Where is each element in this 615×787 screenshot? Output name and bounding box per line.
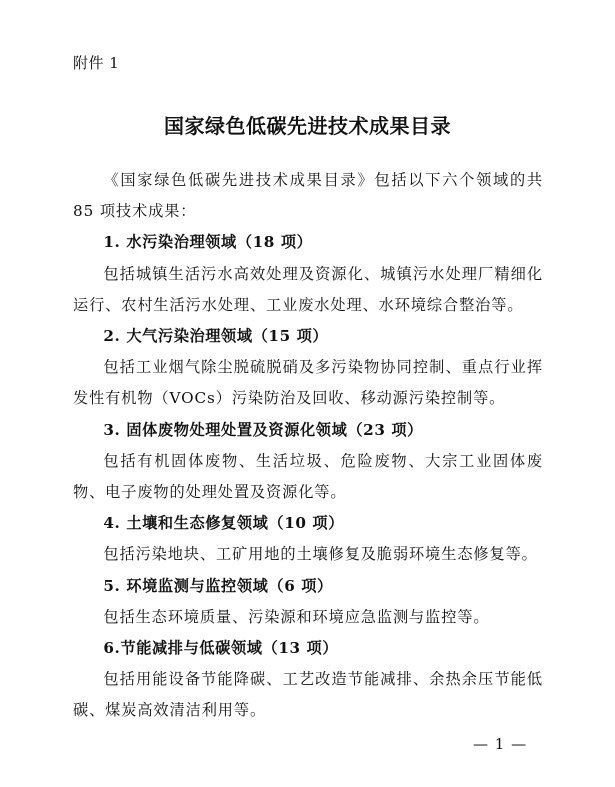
document-title: 国家绿色低碳先进技术成果目录 — [164, 114, 451, 138]
section-heading-solid-waste: 3. 固体废物处理处置及资源化领域（23 项） — [103, 420, 423, 439]
attachment-label: 附件 1 — [73, 54, 120, 72]
section-text-air: 包括工业烟气除尘脱硫脱硝及多污染物协同控制、重点行业挥发性有机物（VOCs）污染防治及回收、移动源污染控制等。 — [73, 358, 543, 408]
section-text-solid-waste: 包括有机固体废物、生活垃圾、危险废物、大宗工业固体废物、电子废物的处理处置及资源化等。 — [73, 451, 543, 502]
section-text-monitoring: 包括生态环境质量、污染源和环境应急监测与监控等。 — [103, 607, 490, 626]
section-heading-monitoring: 5. 环境监测与监控领域（6 项） — [103, 576, 333, 595]
section-text-energy: 包括用能设备节能降碳、工艺改造节能减排、余热余压节能低碳、煤炭高效清洁利用等。 — [73, 670, 543, 720]
document-body — [73, 165, 543, 727]
section-heading-water: 1. 水污染治理领域（18 项） — [103, 233, 313, 252]
section-heading-air: 2. 大气污染治理领域（15 项） — [103, 327, 329, 346]
section-text-soil: 包括污染地块、工矿用地的土壤修复及脆弱环境生态修复等。 — [103, 545, 538, 564]
page-number: — 1 — — [473, 735, 528, 753]
section-text-water: 包括城镇生活污水高效处理及资源化、城镇污水处理厂精细化运行、农村生活污水处理、工业废水处理、水环境综合整治等。 — [73, 264, 543, 314]
section-heading-energy: 6.节能减排与低碳领域（13 项） — [103, 639, 339, 658]
intro-paragraph: 《国家绿色低碳先进技术成果目录》包括以下六个领域的共 85 项技术成果： — [73, 171, 543, 221]
section-heading-soil: 4. 土壤和生态修复领域（10 项） — [103, 514, 345, 533]
